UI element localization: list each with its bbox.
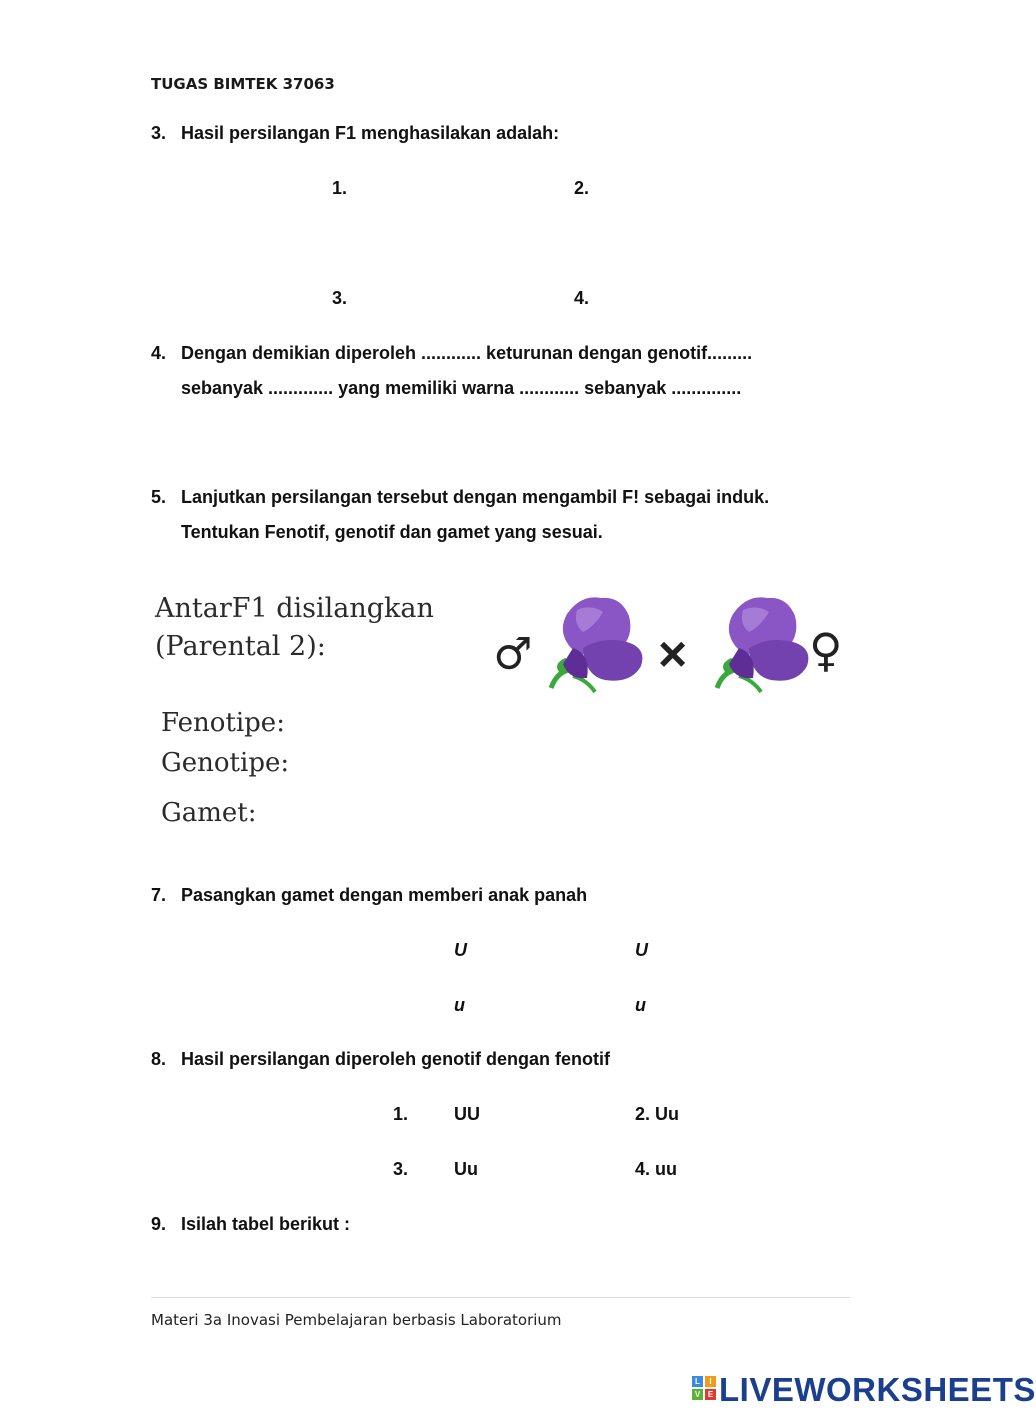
question-text: Hasil persilangan diperoleh genotif dengan fenotif bbox=[181, 1049, 611, 1069]
male-symbol: ♂ bbox=[493, 629, 533, 680]
question-number: 8. bbox=[151, 1049, 167, 1069]
figure-title-line-1: AntarF1 disilangkan bbox=[155, 593, 434, 624]
footer-divider bbox=[151, 1297, 850, 1298]
question-text: Hasil persilangan F1 menghasilakan adalah: bbox=[181, 123, 560, 143]
question-text: Isilah tabel berikut : bbox=[181, 1214, 351, 1234]
logo-letter-l: L bbox=[692, 1376, 703, 1387]
question-number: 7. bbox=[151, 885, 167, 905]
question-text-line-1: Dengan demikian diperoleh ............ keturunan dengan genotif......... bbox=[181, 343, 753, 363]
gamet-label: Gamet: bbox=[161, 798, 257, 828]
gamet-right-1: U bbox=[635, 940, 648, 960]
flower-left-icon bbox=[543, 592, 655, 698]
gamet-right-2: u bbox=[635, 995, 646, 1015]
question-number: 9. bbox=[151, 1214, 167, 1234]
female-symbol: ♀ bbox=[809, 623, 843, 677]
figure-title bbox=[155, 590, 434, 666]
question-text-line-1: Lanjutkan persilangan tersebut dengan mengambil F! sebagai induk. bbox=[181, 487, 770, 507]
genotype-value-1: UU bbox=[454, 1104, 480, 1124]
page-header: TUGAS BIMTEK 37063 bbox=[151, 75, 335, 93]
logo-letter-e: E bbox=[705, 1389, 716, 1400]
footer-text: Materi 3a Inovasi Pembelajaran berbasis Laboratorium bbox=[151, 1311, 562, 1329]
genotype-4: 4. uu bbox=[635, 1159, 678, 1179]
cross-symbol: × bbox=[658, 626, 688, 682]
answer-slot-4: 4. bbox=[574, 288, 590, 308]
flower-right-icon bbox=[709, 592, 821, 698]
logo-letter-i: I bbox=[705, 1376, 716, 1387]
logo-letter-v: V bbox=[692, 1389, 703, 1400]
question-number: 3. bbox=[151, 123, 167, 143]
question-text-line-2: sebanyak ............. yang memiliki warna ............ sebanyak .............. bbox=[181, 378, 742, 398]
question-text: Pasangkan gamet dengan memberi anak panah bbox=[181, 885, 588, 905]
question-number: 4. bbox=[151, 343, 167, 363]
genotype-number-3: 3. bbox=[393, 1159, 409, 1179]
question-text-line-2: Tentukan Fenotif, genotif dan gamet yang sesuai. bbox=[181, 522, 603, 542]
liveworksheets-brand[interactable]: LIVEWORKSHEETS bbox=[719, 1371, 1036, 1408]
figure-title-line-2: (Parental 2): bbox=[155, 631, 326, 662]
gamet-left-2: u bbox=[454, 995, 465, 1015]
gamet-left-1: U bbox=[454, 940, 467, 960]
genotype-number-1: 1. bbox=[393, 1104, 409, 1124]
genotipe-label: Genotipe: bbox=[161, 748, 290, 778]
genotype-2: 2. Uu bbox=[635, 1104, 680, 1124]
answer-slot-2: 2. bbox=[574, 178, 590, 198]
fenotipe-label: Fenotipe: bbox=[161, 708, 285, 738]
liveworksheets-logo-icon bbox=[692, 1376, 716, 1400]
genotype-value-3: Uu bbox=[454, 1159, 478, 1179]
question-number: 5. bbox=[151, 487, 167, 507]
answer-slot-3: 3. bbox=[332, 288, 348, 308]
answer-slot-1: 1. bbox=[332, 178, 348, 198]
